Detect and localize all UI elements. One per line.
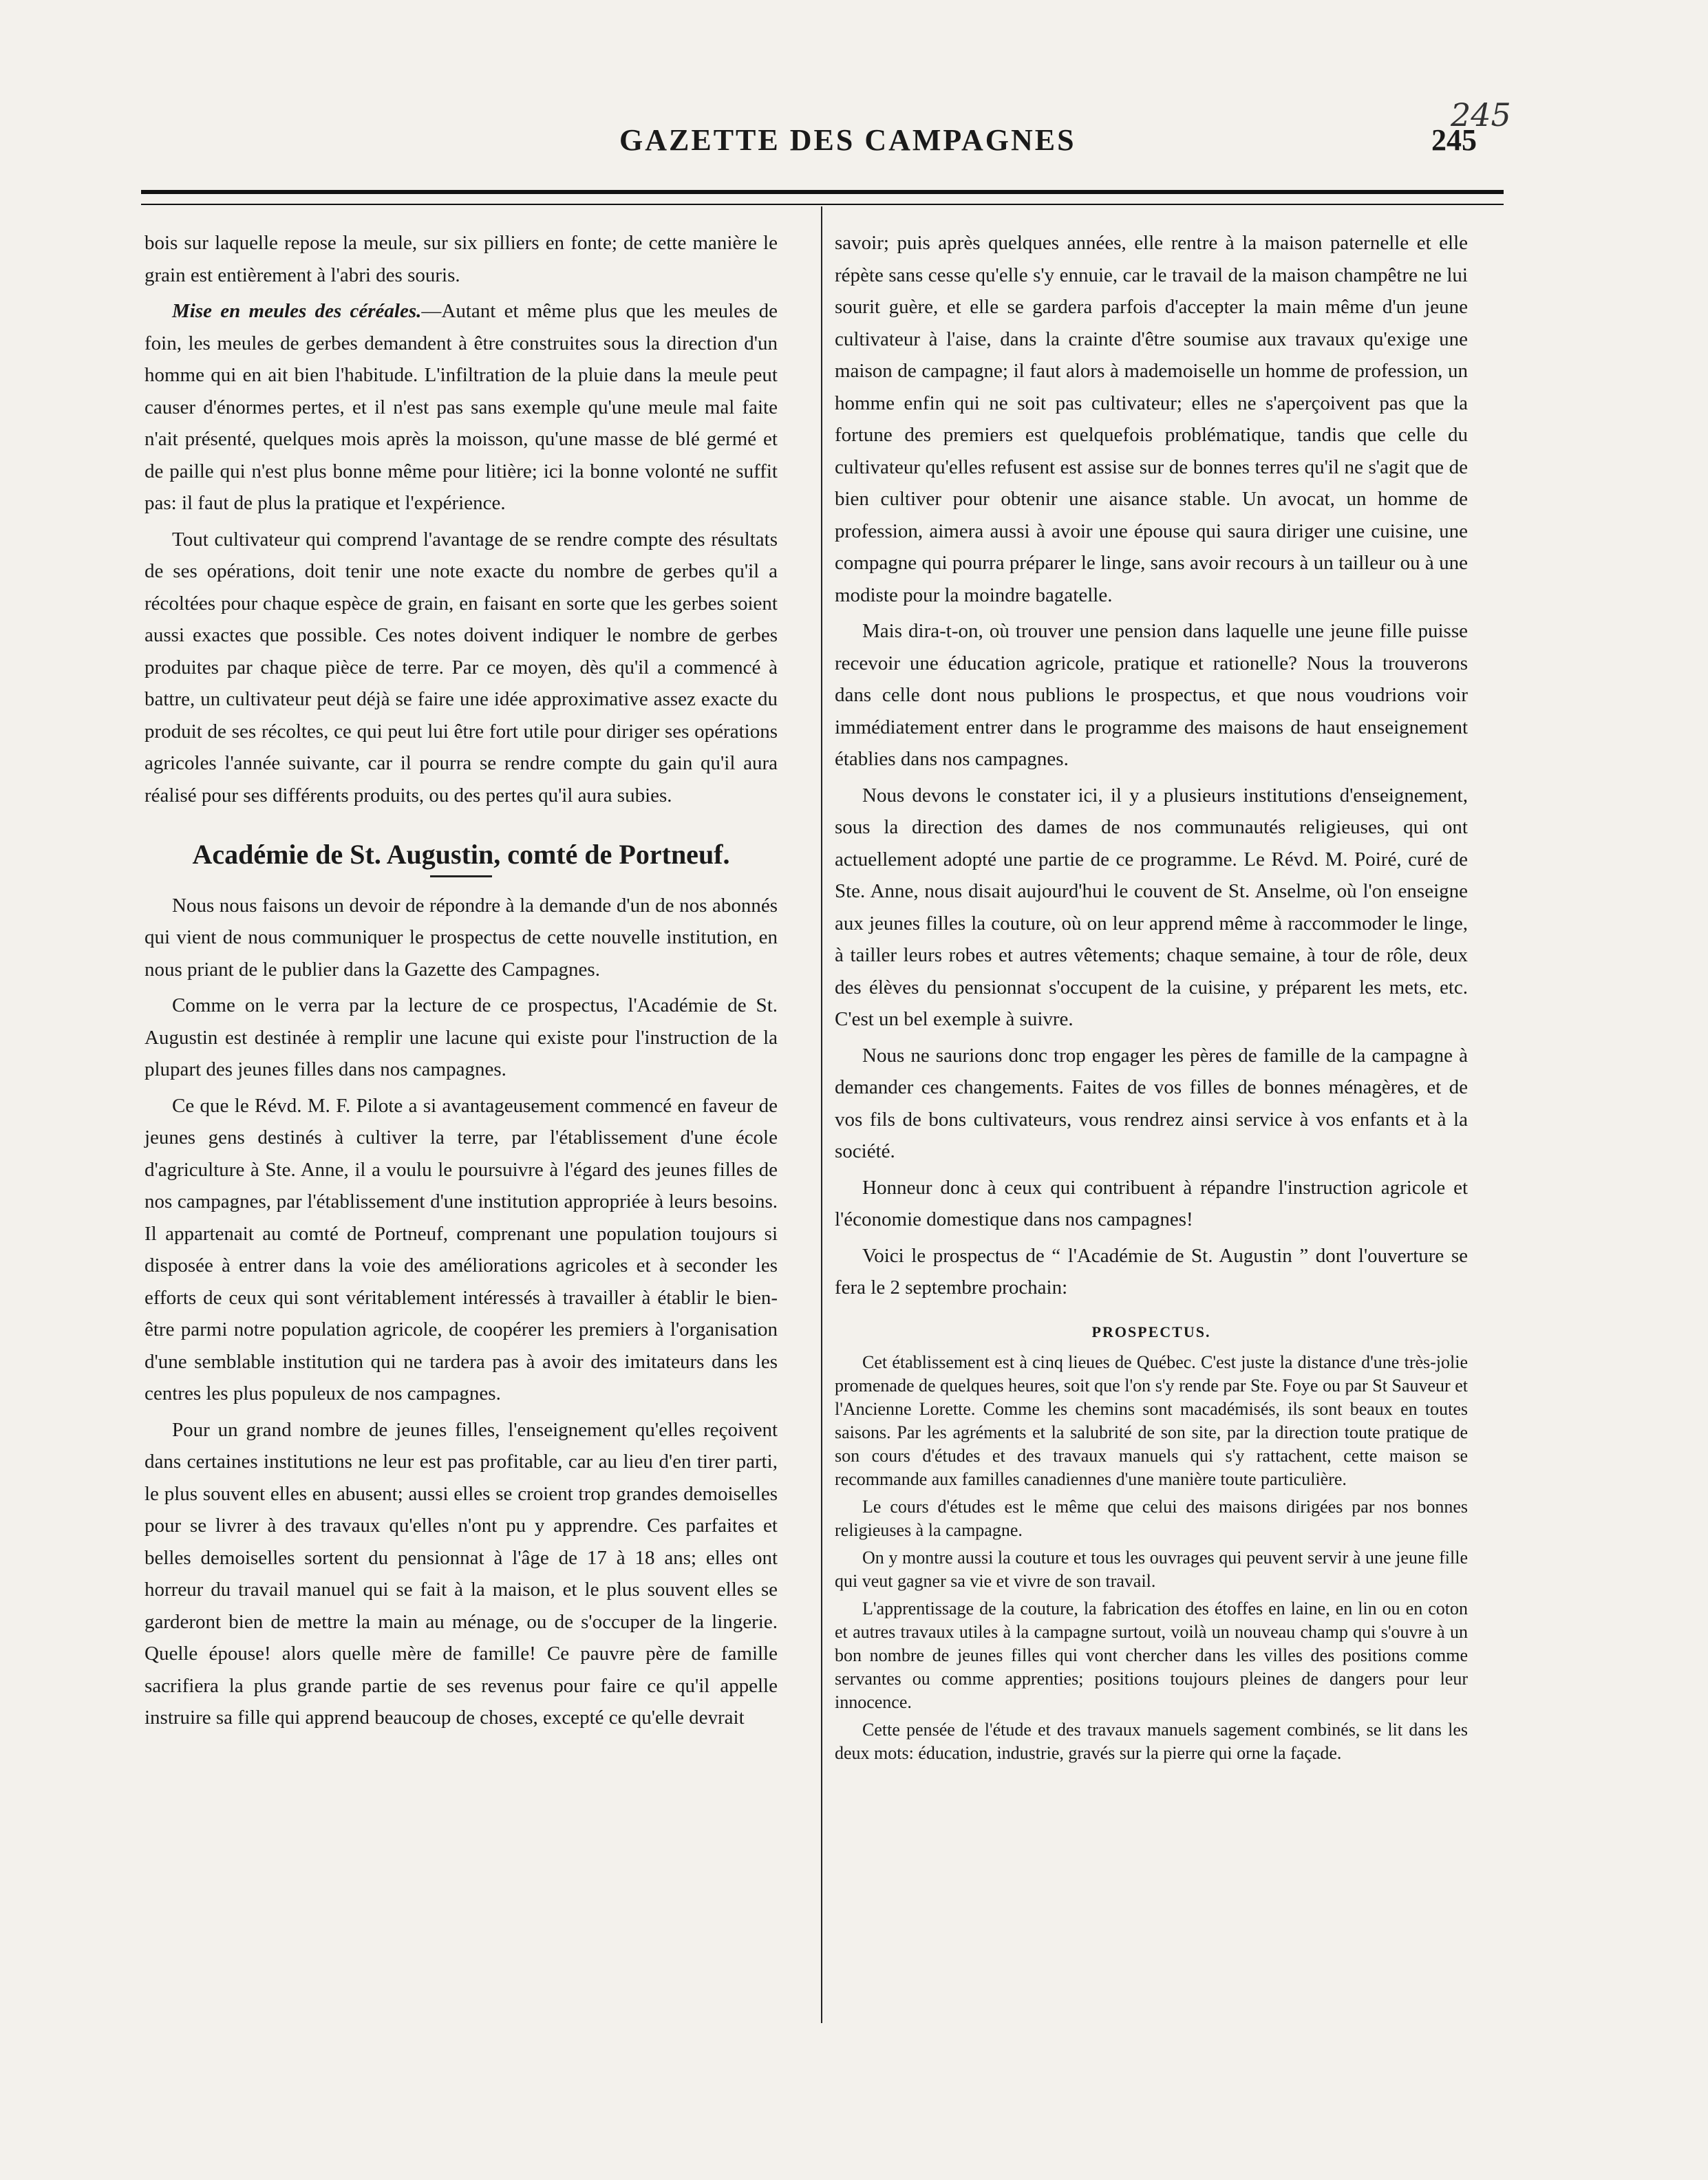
section-title: Académie de St. Augustin, comté de Portneuf.: [192, 839, 730, 870]
paragraph-body: —Autant et même plus que les meules de foin, les meules de gerbes demandent à être construites sous la direction d'un homme qui en ait bien l'habitude. L'infiltration de la pluie dans la meule peut causer d'énormes pertes, et il n'est pas sans exemple qu'une meule mal faite n'ait présenté, quelques mois après la moisson, qu'une masse de blé germé et de paille qui n'est plus bonne même pour litière; ici la bonne volonté ne suffit pas: il faut de plus la pratique et l'expérience.: [145, 300, 778, 514]
section-rule: [430, 875, 492, 877]
right-column: [835, 227, 1468, 1765]
page-number: 245: [1431, 123, 1477, 157]
page-header: [138, 122, 1514, 171]
left-column: [145, 227, 778, 1734]
paragraph: Pour un grand nombre de jeunes filles, l'enseignement qu'elles reçoivent dans certaines institutions ne leur est pas profitable, car au lieu d'en tirer parti, le plus souvent elles en abusent; aussi elles se croient trop grandes demoiselles pour se livrer à des travaux qu'elles n'ont pu y apprendre. Ces parfaites et belles demoiselles sortent du pensionnat à l'âge de 17 à 18 ans; elles ont horreur du travail manuel qui se fait à la maison, et le plus souvent elles se garderont bien de mettre la main au ménage, ou de s'occuper de la lingerie. Quelle épouse! alors quelle mère de famille! Ce pauvre père de famille sacrifiera la plus grande partie de ses revenus pour faire ce qu'il appelle instruire sa fille qui apprend beaucoup de choses, excepté ce qu'elle devrait: [145, 1418, 778, 1729]
paragraph: Nous ne saurions donc trop engager les pères de famille de la campagne à demander ces changements. Faites de vos filles de bonnes ménagères, et de vos fils de bons cultivateurs, vous rendrez ainsi service à vos enfants et à la société.: [835, 1044, 1468, 1162]
header-rule: [141, 190, 1504, 205]
column-divider: [821, 206, 822, 2023]
paragraph-lead: Mise en meules des céréales.: [172, 300, 422, 322]
prospectus-paragraph: Cet établissement est à cinq lieues de Québec. C'est juste la distance d'une très-jolie promenade de quelques heures, soit que l'on s'y rende par Ste. Foye ou par St Sauveur et l'Ancienne Lorette. Comme les chemins sont macadémisés, ils sont beaux en toutes saisons. Par les agréments et la salubrité de son site, par la direction toute pratique de son cours d'études et des travaux manuels qui s'y rattachent, cette maison se recommande aux familles canadiennes d'une manière toute particulière.: [835, 1352, 1468, 1489]
prospectus-paragraph: L'apprentissage de la couture, la fabrication des étoffes en laine, en lin ou en coton et autres travaux utiles à la campagne surtout, voilà un nouveau champ qui s'ouvre à un bon nombre de jeunes filles qui vont chercher dans les villes des positions comme servantes ou comme apprenties; positions toujours pleines de dangers pour leur innocence.: [835, 1599, 1468, 1712]
paragraph: Comme on le verra par la lecture de ce prospectus, l'Académie de St. Augustin est destinée à remplir une lacune qui existe pour l'instruction de la plupart des jeunes filles dans nos campagnes.: [145, 994, 778, 1080]
paragraph: Ce que le Révd. M. F. Pilote a si avantageusement commencé en faveur de jeunes gens destinés à cultiver la terre, par l'établissement d'une école d'agriculture à Ste. Anne, il a voulu le poursuivre à l'égard des jeunes filles de nos campagnes, par l'établissement d'une institution appropriée à leurs besoins. Il appartenait au comté de Portneuf, comprenant une population toujours si disposée à entrer dans la voie des améliorations agricoles et à seconder les efforts de ceux qui sont véritablement intéressés à travailler à établir le bien-être parmi notre population agricole, de coopérer les premiers à l'organisation d'une semblable institution qui ne tardera pas à avoir des imitateurs dans les centres les plus populeux de nos campagnes.: [145, 1094, 778, 1404]
paragraph: Nous devons le constater ici, il y a plusieurs institutions d'enseignement, sous la direction des dames de nos communautés religieuses, qui ont actuellement adopté une partie de ce programme. Le Révd. M. Poiré, curé de Ste. Anne, nous disait aujourd'hui le couvent de St. Anselme, où l'on enseigne aux jeunes filles la couture, où on leur apprend même à raccommoder le linge, à tailler leurs robes et autres vêtements; chaque semaine, à tour de rôle, deux des élèves du pensionnat s'occupent de la cuisine, y préparent les mets, etc. C'est un bel exemple à suivre.: [835, 784, 1468, 1030]
running-title: GAZETTE DES CAMPAGNES: [619, 123, 1076, 157]
paragraph: Honneur donc à ceux qui contribuent à répandre l'instruction agricole et l'économie domestique dans nos campagnes!: [835, 1176, 1468, 1230]
paragraph: bois sur laquelle repose la meule, sur six pilliers en fonte; de cette manière le grain est entièrement à l'abri des souris.: [145, 232, 778, 286]
prospectus-paragraph: On y montre aussi la couture et tous les ouvrages qui peuvent servir à une jeune fille qui veut gagner sa vie et vivre de son travail.: [835, 1548, 1468, 1591]
paragraph: savoir; puis après quelques années, elle rentre à la maison paternelle et elle répète sans cesse qu'elle s'y ennuie, car le travail de la maison champêtre ne lui sourit guère, et elle se gardera parfois d'accepter la main même d'un jeune cultivateur à l'aise, dans la crainte d'être soumise aux travaux qu'exige une maison de campagne; il faut alors à mademoiselle un homme de profession, un homme enfin qui ne soit pas cultivateur; elles ne s'aperçoivent pas que la fortune des premiers est quelquefois problématique, tandis que celle du cultivateur qu'elles refusent est assise sur de bonnes terres qu'il ne s'agit que de bien cultiver pour obtenir une aisance stable. Un avocat, un homme de profession, aimera aussi à avoir une épouse qui saura diriger une cuisine, une compagne qui pourra préparer le linge, sans avoir recours à un tailleur ou à une modiste pour la moindre bagatelle.: [835, 232, 1468, 606]
prospectus-title: PROSPECTUS.: [1091, 1323, 1211, 1340]
paragraph: Tout cultivateur qui comprend l'avantage de se rendre compte des résultats de ses opérations, doit tenir une note exacte du nombre de gerbes qu'il a récoltées pour chaque espèce de grain, en faisant en sorte que les gerbes soient aussi exactes que possible. Ces notes doivent indiquer le nombre de gerbes produites par chaque pièce de terre. Par ce moyen, dès qu'il a commencé à battre, un cultivateur peut déjà se faire une idée approximative assez exacte du produit de ses récoltes, ce qui peut lui être fort utile pour diriger ses opérations agricoles l'année suivante, car il pourra se rendre compte du gain qu'il aura réalisé pour ses différents produits, ou des pertes qu'il aura subies.: [145, 528, 778, 806]
prospectus-paragraph: Cette pensée de l'étude et des travaux manuels sagement combinés, se lit dans les deux mots: éducation, industrie, gravés sur la pierre qui orne la façade.: [835, 1720, 1468, 1763]
paragraph: Voici le prospectus de “ l'Académie de St. Augustin ” dont l'ouverture se fera le 2 septembre prochain:: [835, 1244, 1468, 1299]
paragraph: Mais dira-t-on, où trouver une pension dans laquelle une jeune fille puisse recevoir une éducation agricole, pratique et rationelle? Nous la trouverons dans celle dont nous publions le prospectus, et que nous voudrions voir immédiatement entrer dans le programme des maisons de haut enseignement établies dans nos campagnes.: [835, 620, 1468, 770]
paragraph: Nous nous faisons un devoir de répondre à la demande d'un de nos abonnés qui vient de nous communiquer le prospectus de cette nouvelle institution, en nous priant de le publier dans la Gazette des Campagnes.: [145, 894, 778, 981]
prospectus-paragraph: Le cours d'études est le même que celui des maisons dirigées par nos bonnes religieuses à la campagne.: [835, 1497, 1468, 1540]
handwritten-page-number: 245: [1451, 96, 1511, 133]
paragraph: [145, 295, 778, 520]
